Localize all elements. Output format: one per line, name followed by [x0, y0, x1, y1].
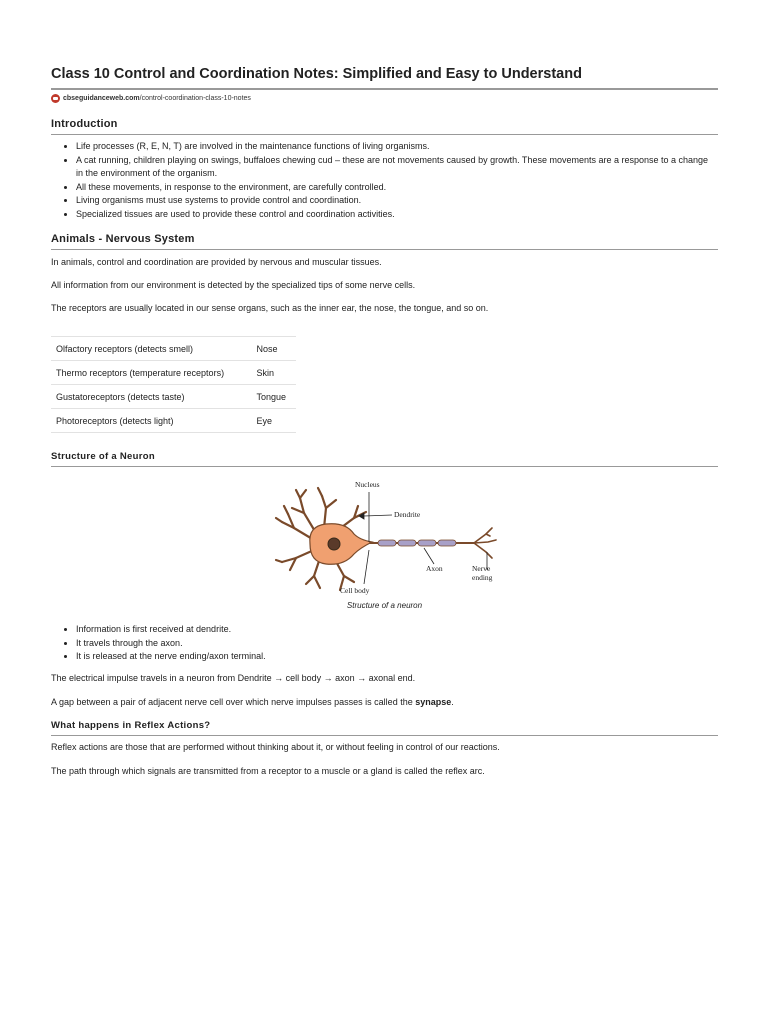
paragraph: The path through which signals are transmitted from a receptor to a muscle or a gland is called the reflex arc. [51, 766, 485, 776]
receptor-cell: Photoreceptors (detects light) [51, 409, 251, 433]
nucleus [328, 538, 340, 550]
synapse-text: A gap between a pair of adjacent nerve cell over which nerve impulses passes is called the [51, 697, 416, 707]
source-domain: cbseguidanceweb.com [63, 95, 140, 102]
ending-label: ending [472, 573, 493, 582]
paragraph: The receptors are usually located in our sense organs, such as the inner ear, the nose, the tongue, and so on. [51, 303, 489, 313]
receptor-cell: Olfactory receptors (detects smell) [51, 337, 251, 361]
list-item: • All these movements, in response to the environment, are carefully controlled. [76, 181, 716, 195]
list-item: • A cat running, children playing on swings, buffaloes chewing cud – these are not movements caused by growth. These movements are a response to a change in the environment of the organism. [76, 154, 716, 181]
paragraph: In animals, control and coordination are provided by nervous and muscular tissues. [51, 257, 382, 267]
nucleus-label: Nucleus [355, 480, 380, 489]
introduction-list [51, 140, 716, 221]
dendrite-label: Dendrite [394, 510, 421, 519]
list-item: • Specialized tissues are used to provide these control and coordination activities. [76, 208, 716, 222]
axon [370, 540, 474, 546]
list-item: • It travels through the axon. [76, 637, 716, 651]
synapse-paragraph [51, 697, 718, 707]
figure-caption: Structure of a neuron [346, 601, 423, 610]
list-item: • Information is first received at dendrite. [76, 623, 716, 637]
cell-body-label: Cell body [340, 586, 370, 595]
table-row [51, 409, 296, 433]
receptors-table [51, 336, 296, 433]
synapse-term: synapse [415, 697, 452, 707]
introduction-heading: Introduction [51, 118, 718, 135]
nervous-system-heading: Animals - Nervous System [51, 233, 718, 250]
list-item: • It is released at the nerve ending/axon terminal. [76, 650, 716, 664]
nerve-ending [474, 528, 496, 558]
axon-label: Axon [426, 564, 443, 573]
neuron-list [51, 623, 716, 664]
source-path: /control-coordination-class-10-notes [139, 95, 251, 102]
list-item: • Life processes (R, E, N, T) are involved in the maintenance functions of living organisms. [76, 140, 716, 154]
receptor-cell: Gustatoreceptors (detects taste) [51, 385, 251, 409]
table-row [51, 385, 296, 409]
organ-cell: Skin [251, 361, 296, 385]
cell-body [310, 524, 372, 565]
list-item: • Living organisms must use systems to provide control and coordination. [76, 194, 716, 208]
paragraph: All information from our environment is detected by the specialized tips of some nerve cells. [51, 280, 416, 290]
neuron-heading: Structure of a Neuron [51, 451, 718, 467]
page-title: Class 10 Control and Coordination Notes: Simplified and Easy to Understand [51, 66, 718, 90]
synapse-text-end: . [451, 697, 454, 707]
receptor-cell: Thermo receptors (temperature receptors) [51, 361, 251, 385]
table-row [51, 361, 296, 385]
source-link[interactable] [51, 94, 251, 103]
organ-cell: Tongue [251, 385, 296, 409]
neuron-diagram [274, 478, 499, 598]
paragraph: Reflex actions are those that are performed without thinking about it, or without feeling in control of our reactions. [51, 742, 500, 752]
impulse-paragraph: The electrical impulse travels in a neuron from Dendrite → cell body → axon → axonal end. [51, 673, 416, 683]
reflex-heading: What happens in Reflex Actions? [51, 720, 718, 736]
nerve-label: Nerve [472, 564, 491, 573]
organ-cell: Nose [251, 337, 296, 361]
organ-cell: Eye [251, 409, 296, 433]
table-row [51, 337, 296, 361]
site-logo-icon [51, 94, 60, 103]
